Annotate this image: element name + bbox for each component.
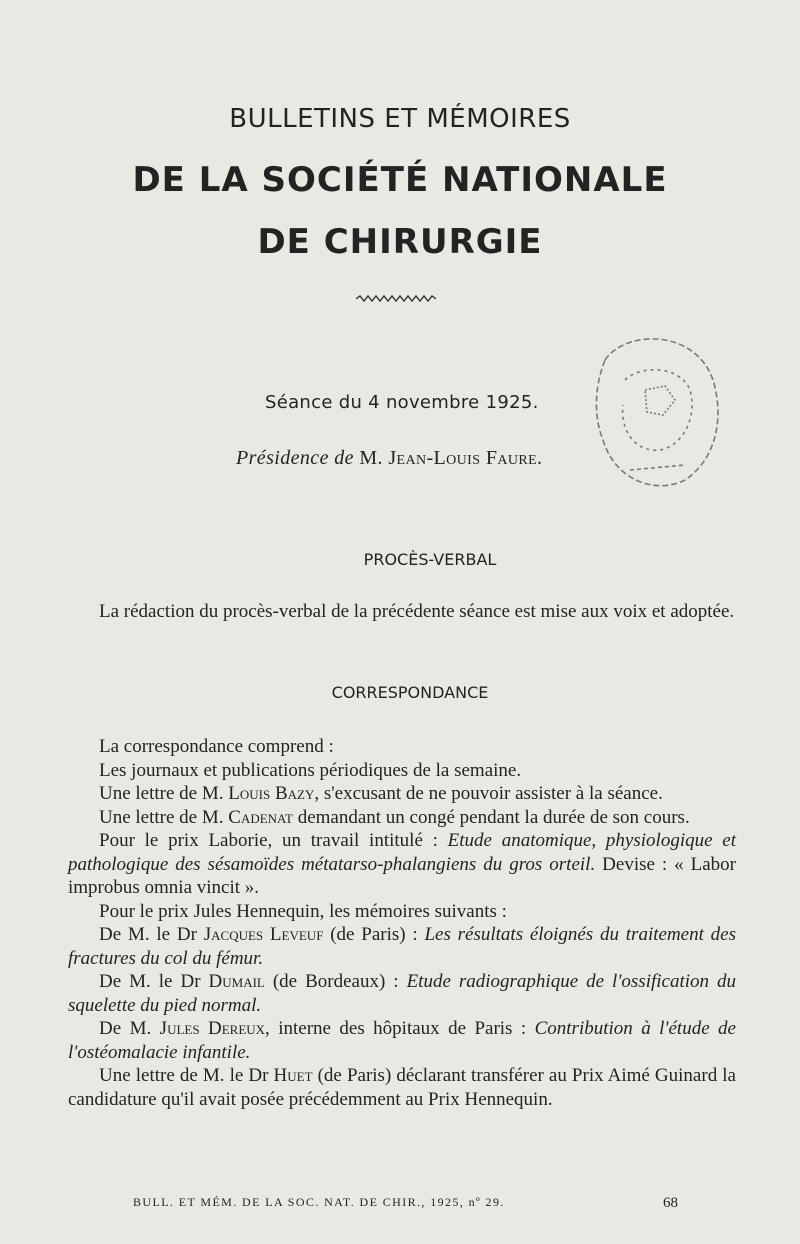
proces-verbal-text: La rédaction du procès-verbal de la précédente séance est mise aux voix et adoptée. xyxy=(99,601,735,622)
correspondance-title: CORRESPONDANCE xyxy=(331,683,489,702)
paragraph: De M. le Dr Dumail (de Bordeaux) : Etude radiographique de l'ossification du squelette du pied normal. xyxy=(68,971,737,1016)
paragraph: Pour le prix Jules Hennequin, les mémoires suivants : xyxy=(99,900,507,922)
header-line-3: DE CHIRURGIE xyxy=(257,222,543,262)
proces-verbal-body xyxy=(68,600,736,624)
presidence-name: M. Jean-Louis Faure. xyxy=(359,447,543,469)
paragraph: Les journaux et publications périodiques de la semaine. xyxy=(99,759,522,781)
proces-verbal-title: PROCÈS-VERBAL xyxy=(363,550,497,569)
seance-date: Séance du 4 novembre 1925. xyxy=(265,392,539,413)
paragraph: Une lettre de M. le Dr Huet (de Paris) déclarant transférer au Prix Aimé Guinard la candidature qu'il avait posée précédemment au Prix Hennequin. xyxy=(68,1065,736,1110)
header-line-1: BULLETINS ET MÉMOIRES xyxy=(229,104,571,134)
footer-citation: BULL. ET MÉM. DE LA SOC. NAT. DE CHIR., 1925, nº 29. xyxy=(133,1195,505,1209)
correspondance-body xyxy=(68,735,736,1111)
presidence-prefix: Présidence de xyxy=(236,447,354,469)
paragraph: De M. Jules Dereux, interne des hôpitaux de Paris : Contribution à l'étude de l'ostéomalacie infantile. xyxy=(68,1018,736,1063)
page-footer xyxy=(133,1195,678,1210)
header-line-2: DE LA SOCIÉTÉ NATIONALE xyxy=(132,160,668,200)
paragraph: Pour le prix Laborie, un travail intitulé : Etude anatomique, physiologique et pathologique des sésamoïdes métatarso-phalangiens du gros orteil. Devise : « Labor improbus omnia vincit ». xyxy=(68,830,737,898)
ornament-divider xyxy=(356,294,436,304)
paragraph: La correspondance comprend : xyxy=(99,736,334,757)
paragraph: De M. le Dr Jacques Leveuf (de Paris) : Les résultats éloignés du traitement des fractures du col du fémur. xyxy=(68,924,736,969)
library-stamp xyxy=(585,320,725,495)
presidence-line xyxy=(236,447,542,470)
page-number: 68 xyxy=(663,1195,678,1211)
paragraph: Une lettre de M. Cadenat demandant un congé pendant la durée de son cours. xyxy=(99,806,690,828)
paragraph: Une lettre de M. Louis Bazy, s'excusant de ne pouvoir assister à la séance. xyxy=(99,783,663,804)
